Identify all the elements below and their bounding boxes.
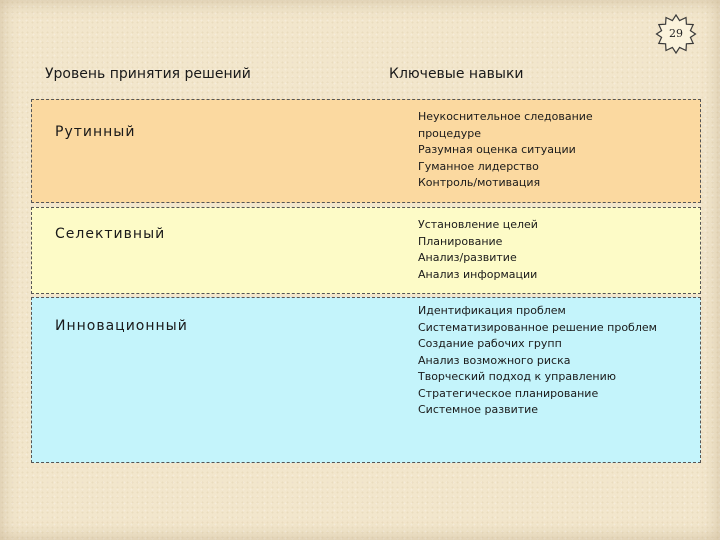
skill-item: Идентификация проблем <box>418 304 566 317</box>
page-number: 29 <box>669 27 683 40</box>
level-label: Рутинный <box>55 124 136 140</box>
skills-list <box>418 303 688 419</box>
page-number-badge <box>655 13 697 55</box>
skill-item: Установление целей <box>418 218 538 231</box>
skill-item: Системное развитие <box>418 403 539 416</box>
skill-item: Анализ возможного риска <box>418 353 571 367</box>
skill-item: Стратегическое планирование <box>418 386 599 400</box>
skills-column-header: Ключевые навыки <box>389 66 524 82</box>
skill-item: Гуманное лидерство <box>418 159 539 173</box>
row-selective <box>31 207 701 294</box>
skill-item: Творческий подход к управлению <box>418 370 616 383</box>
skill-item: Контроль/мотивация <box>418 176 541 189</box>
row-innovative <box>31 297 701 463</box>
level-column-header: Уровень принятия решений <box>45 66 251 82</box>
skill-item: Неукоснительное следование процедуре <box>418 110 593 140</box>
skill-item: Разумная оценка ситуации <box>418 143 576 156</box>
level-label: Селективный <box>55 226 166 242</box>
skill-item: Планирование <box>418 234 503 248</box>
skill-item: Создание рабочих групп <box>418 337 562 350</box>
row-routine <box>31 99 701 203</box>
skills-list <box>418 109 618 192</box>
skill-item: Анализ информации <box>418 267 538 281</box>
skill-item: Систематизированное решение проблем <box>418 320 657 334</box>
skill-item: Анализ/развитие <box>418 251 517 264</box>
skills-list <box>418 217 688 283</box>
level-label: Инновационный <box>55 318 188 334</box>
